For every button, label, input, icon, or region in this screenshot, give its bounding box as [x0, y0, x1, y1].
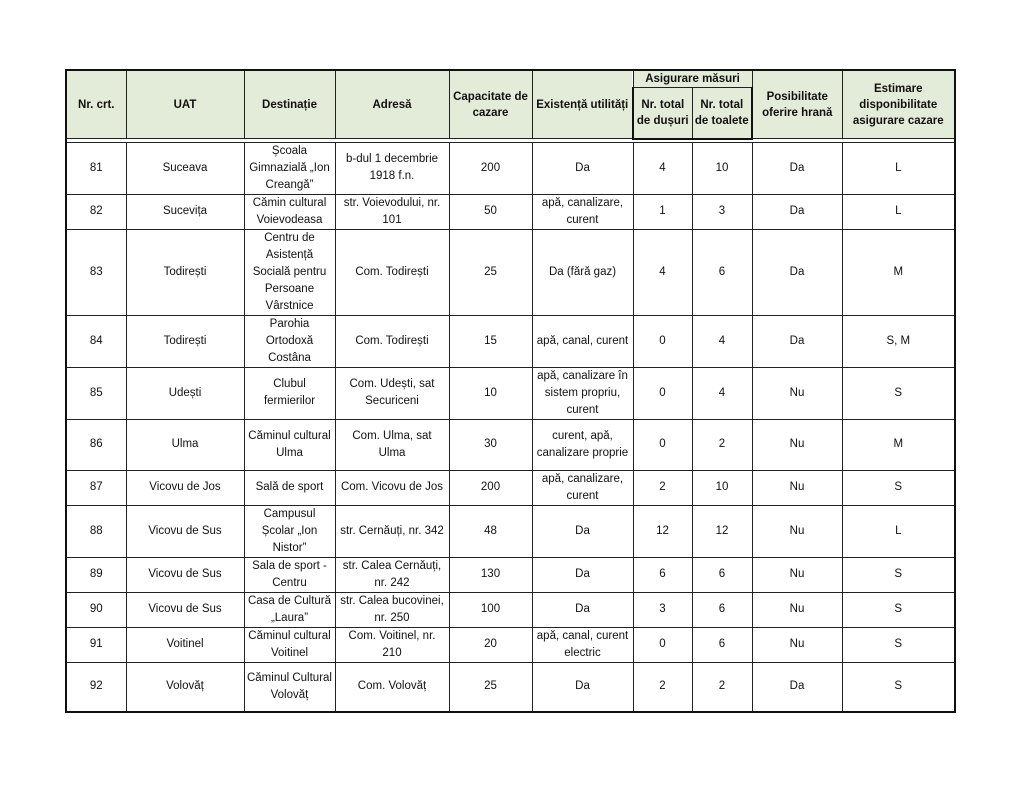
cell-adresa: str. Calea Cernăuți, nr. 242 — [335, 557, 449, 592]
cell-dusuri: 4 — [633, 229, 692, 315]
cell-adresa: Com. Todirești — [335, 229, 449, 315]
cell-estimare: L — [842, 505, 955, 557]
cell-estimare: S — [842, 592, 955, 627]
table-header — [66, 70, 955, 139]
cell-nr: 92 — [66, 662, 126, 712]
cell-adresa: str. Voievodului, nr. 101 — [335, 194, 449, 229]
cell-adresa: Com. Udești, sat Securiceni — [335, 367, 449, 419]
cell-nr: 82 — [66, 194, 126, 229]
table-row — [66, 557, 955, 592]
header-uat: UAT — [126, 70, 244, 139]
cell-toalete: 2 — [692, 419, 752, 470]
cell-toalete: 6 — [692, 627, 752, 662]
accommodation-table — [65, 69, 956, 713]
header-existenta-utilitati: Existență utilități — [532, 70, 633, 139]
cell-capacitate: 30 — [449, 419, 532, 470]
cell-dusuri: 0 — [633, 627, 692, 662]
header-estimare: Estimare disponibilitate asigurare cazare — [842, 70, 955, 139]
cell-utilitati: Da — [532, 557, 633, 592]
cell-destinatie: Căminul Cultural Volovăț — [244, 662, 335, 712]
header-nr-dusuri: Nr. total de dușuri — [633, 88, 692, 139]
cell-estimare: L — [842, 142, 955, 194]
cell-nr: 87 — [66, 470, 126, 505]
cell-toalete: 3 — [692, 194, 752, 229]
table-row — [66, 229, 955, 315]
cell-estimare: M — [842, 419, 955, 470]
cell-utilitati: Da (fără gaz) — [532, 229, 633, 315]
cell-nr: 85 — [66, 367, 126, 419]
cell-hrana: Da — [752, 194, 842, 229]
cell-uat: Ulma — [126, 419, 244, 470]
cell-toalete: 4 — [692, 315, 752, 367]
cell-estimare: S — [842, 627, 955, 662]
cell-nr: 89 — [66, 557, 126, 592]
table-row — [66, 627, 955, 662]
cell-hrana: Nu — [752, 419, 842, 470]
table-body — [66, 139, 955, 713]
cell-nr: 90 — [66, 592, 126, 627]
cell-dusuri: 4 — [633, 142, 692, 194]
cell-dusuri: 1 — [633, 194, 692, 229]
cell-utilitati: curent, apă, canalizare proprie — [532, 419, 633, 470]
cell-dusuri: 2 — [633, 470, 692, 505]
cell-adresa: Com. Ulma, sat Ulma — [335, 419, 449, 470]
cell-hrana: Da — [752, 315, 842, 367]
table-row — [66, 315, 955, 367]
cell-toalete: 12 — [692, 505, 752, 557]
cell-toalete: 6 — [692, 592, 752, 627]
cell-estimare: S — [842, 367, 955, 419]
header-nr-toalete: Nr. total de toalete — [692, 88, 752, 139]
cell-estimare: S, M — [842, 315, 955, 367]
cell-capacitate: 25 — [449, 229, 532, 315]
cell-dusuri: 0 — [633, 367, 692, 419]
cell-uat: Volovăț — [126, 662, 244, 712]
cell-nr: 91 — [66, 627, 126, 662]
cell-toalete: 6 — [692, 229, 752, 315]
cell-utilitati: apă, canalizare în sistem propriu, curent — [532, 367, 633, 419]
cell-utilitati: Da — [532, 505, 633, 557]
cell-adresa: str. Cernăuți, nr. 342 — [335, 505, 449, 557]
cell-hrana: Nu — [752, 367, 842, 419]
cell-estimare: M — [842, 229, 955, 315]
cell-nr: 83 — [66, 229, 126, 315]
cell-destinatie: Campusul Școlar „Ion Nistor” — [244, 505, 335, 557]
cell-toalete: 2 — [692, 662, 752, 712]
cell-adresa: b-dul 1 decembrie 1918 f.n. — [335, 142, 449, 194]
cell-uat: Vicovu de Sus — [126, 505, 244, 557]
table-row — [66, 419, 955, 470]
cell-hrana: Da — [752, 229, 842, 315]
cell-utilitati: apă, canalizare, curent — [532, 194, 633, 229]
table-row — [66, 194, 955, 229]
cell-hrana: Da — [752, 142, 842, 194]
cell-dusuri: 12 — [633, 505, 692, 557]
cell-adresa: Com. Todirești — [335, 315, 449, 367]
cell-capacitate: 50 — [449, 194, 532, 229]
cell-hrana: Nu — [752, 470, 842, 505]
cell-destinatie: Căminul cultural Ulma — [244, 419, 335, 470]
cell-uat: Vicovu de Sus — [126, 592, 244, 627]
cell-utilitati: Da — [532, 592, 633, 627]
cell-destinatie: Căminul cultural Voitinel — [244, 627, 335, 662]
header-posibilitate-hrana: Posibilitate oferire hrană — [752, 70, 842, 139]
cell-uat: Todirești — [126, 229, 244, 315]
table-row — [66, 662, 955, 712]
table-row — [66, 470, 955, 505]
table-row — [66, 505, 955, 557]
cell-toalete: 10 — [692, 142, 752, 194]
cell-toalete: 4 — [692, 367, 752, 419]
cell-destinatie: Sala de sport - Centru — [244, 557, 335, 592]
cell-destinatie: Școala Gimnazială „Ion Creangă” — [244, 142, 335, 194]
cell-uat: Vicovu de Sus — [126, 557, 244, 592]
cell-capacitate: 25 — [449, 662, 532, 712]
header-asigurare-masuri: Asigurare măsuri — [633, 70, 752, 88]
cell-uat: Udești — [126, 367, 244, 419]
cell-hrana: Nu — [752, 627, 842, 662]
cell-estimare: S — [842, 557, 955, 592]
cell-nr: 81 — [66, 142, 126, 194]
cell-estimare: S — [842, 470, 955, 505]
cell-adresa: Com. Vicovu de Jos — [335, 470, 449, 505]
cell-destinatie: Centru de Asistență Socială pentru Persoane Vârstnice — [244, 229, 335, 315]
cell-nr: 88 — [66, 505, 126, 557]
cell-dusuri: 0 — [633, 315, 692, 367]
cell-hrana: Nu — [752, 557, 842, 592]
cell-destinatie: Casa de Cultură „Laura” — [244, 592, 335, 627]
cell-capacitate: 100 — [449, 592, 532, 627]
cell-utilitati: apă, canalizare, curent — [532, 470, 633, 505]
cell-capacitate: 48 — [449, 505, 532, 557]
cell-destinatie: Parohia Ortodoxă Costâna — [244, 315, 335, 367]
cell-capacitate: 130 — [449, 557, 532, 592]
cell-adresa: str. Calea bucovinei, nr. 250 — [335, 592, 449, 627]
cell-hrana: Nu — [752, 505, 842, 557]
cell-dusuri: 3 — [633, 592, 692, 627]
cell-estimare: S — [842, 662, 955, 712]
cell-capacitate: 20 — [449, 627, 532, 662]
cell-toalete: 10 — [692, 470, 752, 505]
cell-utilitati: apă, canal, curent electric — [532, 627, 633, 662]
cell-utilitati: Da — [532, 142, 633, 194]
cell-utilitati: Da — [532, 662, 633, 712]
cell-toalete: 6 — [692, 557, 752, 592]
table-row — [66, 592, 955, 627]
cell-adresa: Com. Voitinel, nr. 210 — [335, 627, 449, 662]
cell-estimare: L — [842, 194, 955, 229]
header-destinatie: Destinație — [244, 70, 335, 139]
cell-hrana: Da — [752, 662, 842, 712]
cell-destinatie: Cămin cultural Voievodeasa — [244, 194, 335, 229]
cell-nr: 84 — [66, 315, 126, 367]
header-nr-crt: Nr. crt. — [66, 70, 126, 139]
cell-nr: 86 — [66, 419, 126, 470]
cell-uat: Sucevița — [126, 194, 244, 229]
cell-destinatie: Clubul fermierilor — [244, 367, 335, 419]
cell-dusuri: 0 — [633, 419, 692, 470]
cell-utilitati: apă, canal, curent — [532, 315, 633, 367]
cell-adresa: Com. Volovăț — [335, 662, 449, 712]
cell-destinatie: Sală de sport — [244, 470, 335, 505]
cell-capacitate: 10 — [449, 367, 532, 419]
header-adresa: Adresă — [335, 70, 449, 139]
cell-uat: Vicovu de Jos — [126, 470, 244, 505]
header-capacitate: Capacitate de cazare — [449, 70, 532, 139]
cell-capacitate: 200 — [449, 470, 532, 505]
cell-uat: Voitinel — [126, 627, 244, 662]
cell-dusuri: 6 — [633, 557, 692, 592]
cell-uat: Todirești — [126, 315, 244, 367]
cell-hrana: Nu — [752, 592, 842, 627]
cell-capacitate: 15 — [449, 315, 532, 367]
table-row — [66, 367, 955, 419]
table-row — [66, 142, 955, 194]
cell-dusuri: 2 — [633, 662, 692, 712]
cell-uat: Suceava — [126, 142, 244, 194]
cell-capacitate: 200 — [449, 142, 532, 194]
